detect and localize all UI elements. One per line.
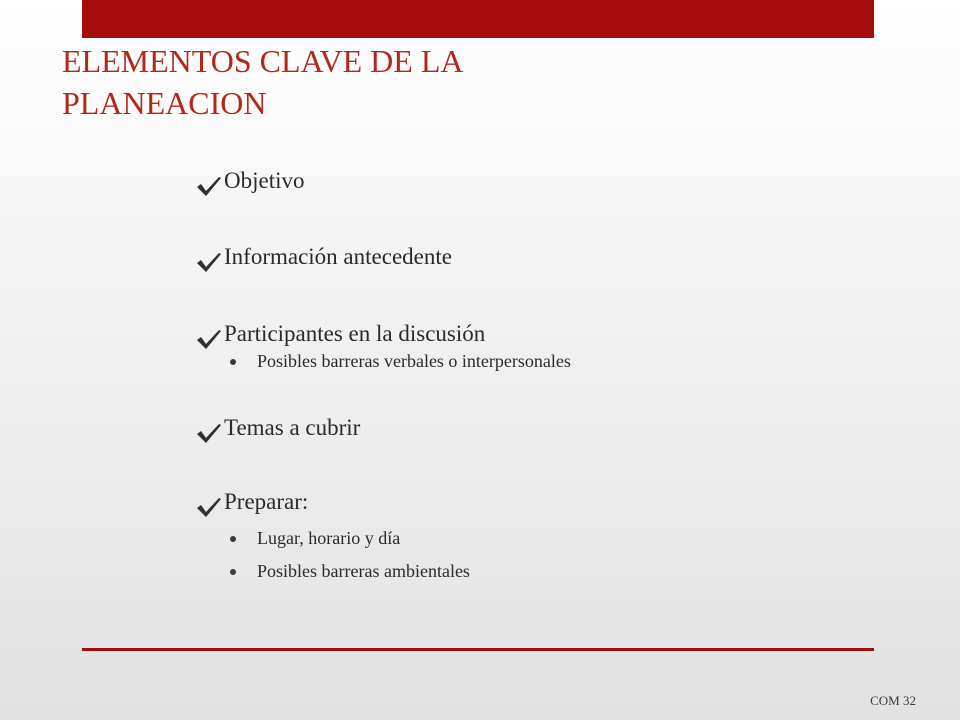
sub-item-label: Posibles barreras verbales o interpersonales xyxy=(257,351,571,371)
checklist-item-objetivo xyxy=(196,166,916,196)
top-accent-bar xyxy=(82,0,874,38)
sub-list-preparar xyxy=(196,526,916,584)
checklist-item-preparar xyxy=(196,487,916,517)
slide-title-line-2: PLANEACION xyxy=(62,85,267,121)
bottom-divider xyxy=(82,648,874,651)
checklist-item-informacion xyxy=(196,242,916,272)
list-item xyxy=(196,349,916,374)
checklist-item-participantes xyxy=(196,319,916,349)
slide-title xyxy=(62,40,662,124)
checklist-item-label: Participantes en la discusión xyxy=(224,321,486,346)
check-icon xyxy=(196,252,222,272)
bullet-icon xyxy=(230,359,236,365)
slide-title-line-1: ELEMENTOS CLAVE DE LA xyxy=(62,43,464,79)
checklist xyxy=(196,166,916,584)
check-icon xyxy=(196,497,222,517)
slide-footer: COM 32 xyxy=(870,693,916,708)
list-item xyxy=(196,559,916,584)
list-item xyxy=(196,526,916,551)
sub-item-label: Lugar, horario y día xyxy=(257,528,401,548)
bullet-icon xyxy=(230,536,236,542)
checklist-item-temas xyxy=(196,413,916,443)
check-icon xyxy=(196,176,222,196)
check-icon xyxy=(196,329,222,349)
checklist-item-label: Preparar: xyxy=(224,489,309,514)
checklist-item-label: Temas a cubrir xyxy=(224,415,361,440)
sub-list-participantes xyxy=(196,349,916,374)
sub-item-label: Posibles barreras ambientales xyxy=(257,561,470,581)
checklist-item-label: Información antecedente xyxy=(224,244,452,269)
check-icon xyxy=(196,423,222,443)
checklist-item-label: Objetivo xyxy=(224,168,305,193)
bullet-icon xyxy=(230,569,236,575)
